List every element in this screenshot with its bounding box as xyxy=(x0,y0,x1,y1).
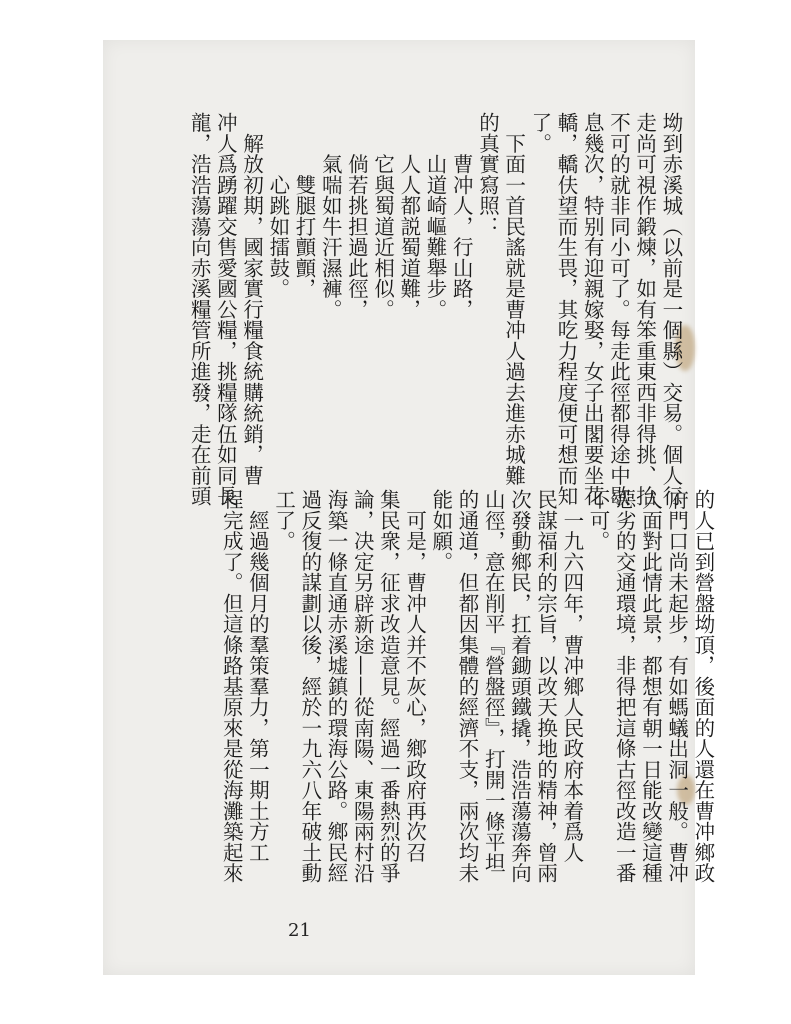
text-column: 息幾次，特别有迎親嫁娶，女子出閣要坐花 xyxy=(580,112,605,507)
text-column: 民謀福利的宗旨，以改天换地的精神，曾兩 xyxy=(533,489,558,884)
text-column: 人人都説蜀道難， xyxy=(396,112,421,320)
lower-text-column-group xyxy=(218,489,716,914)
text-column: 氣喘如牛汗濕褲。 xyxy=(318,112,343,320)
text-column: 次發動鄉民，扛着鋤頭鐵撬，浩浩蕩蕩奔向 xyxy=(507,489,532,884)
text-column: 府門口尚未起步，有如螞蟻出洞一般。曹冲 xyxy=(664,489,689,884)
text-column: 能如願。 xyxy=(428,489,453,572)
text-column: 惡劣的交通環境，非得把這條古徑改造一番 xyxy=(612,489,637,884)
text-column: 冲人爲踴躍交售愛國公糧，挑糧隊伍如同長 xyxy=(213,112,238,507)
text-column: 不可的就非同小可了。每走此徑都得途中歇 xyxy=(606,112,631,507)
text-column: 的通道，但都因集體的經濟不支，兩次均未 xyxy=(455,489,480,884)
text-column: 轎，轎伕望而生畏，其吃力程度便可想而知 xyxy=(554,112,579,507)
text-column: 一九六四年，曹冲鄉人民政府本着爲人 xyxy=(559,489,584,863)
text-column: 雙腿打顫顫， xyxy=(292,112,317,299)
text-column: 倘若挑担過此徑， xyxy=(344,112,369,320)
book-page xyxy=(103,40,715,975)
text-column: 坳到赤溪城（以前是一個縣）交易。個人行 xyxy=(658,112,683,507)
text-column: 曹冲人，行山路， xyxy=(449,112,474,320)
page-number: 21 xyxy=(288,920,311,941)
text-column: 集民衆，征求改造意見。經過一番熱烈的爭 xyxy=(376,489,401,884)
text-column: 了。 xyxy=(527,112,552,154)
text-column: 論，决定另辟新途——從南陽、東陽兩村沿 xyxy=(350,489,375,884)
text-column: 海築一條直通赤溪墟鎮的環海公路。鄉民經 xyxy=(324,489,349,884)
upper-text-column-group xyxy=(186,112,684,532)
text-column: 可是，曹冲人并不灰心，鄉政府再次召 xyxy=(402,489,427,863)
text-column: 工了。 xyxy=(271,489,296,552)
text-column: 經過幾個月的羣策羣力，第一期土方工 xyxy=(245,489,270,863)
text-column: 龍，浩浩蕩蕩向赤溪糧管所進發，走在前頭 xyxy=(187,112,212,507)
text-column: 走尚可視作鍛煉，如有笨重東西非得挑、抬 xyxy=(632,112,657,507)
text-column: 山道崎嶇難舉步。 xyxy=(423,112,448,320)
text-column: 心跳如擂鼓。 xyxy=(265,112,290,299)
text-column: 的真實寫照： xyxy=(475,112,500,237)
text-column: 過反復的謀劃以後，經於一九六八年破土動 xyxy=(297,489,322,884)
text-column: 山徑，意在削平『營盤徑』，打開一條平坦 xyxy=(481,489,506,873)
text-column: 不可。 xyxy=(586,489,611,552)
text-column: 的人已到營盤坳頂，後面的人還在曹冲鄉政 xyxy=(690,489,715,884)
text-column: 它與蜀道近相似。 xyxy=(370,112,395,320)
text-column: 程完成了。但這條路基原來是從海灘築起來 xyxy=(219,489,244,884)
text-column: 解放初期，國家實行糧食統購統銷，曹 xyxy=(239,112,264,486)
text-column: 人面對此情此景，都想有朝一日能改變這種 xyxy=(638,489,663,884)
text-column: 下面一首民謠就是曹冲人過去進赤城難 xyxy=(501,112,526,486)
